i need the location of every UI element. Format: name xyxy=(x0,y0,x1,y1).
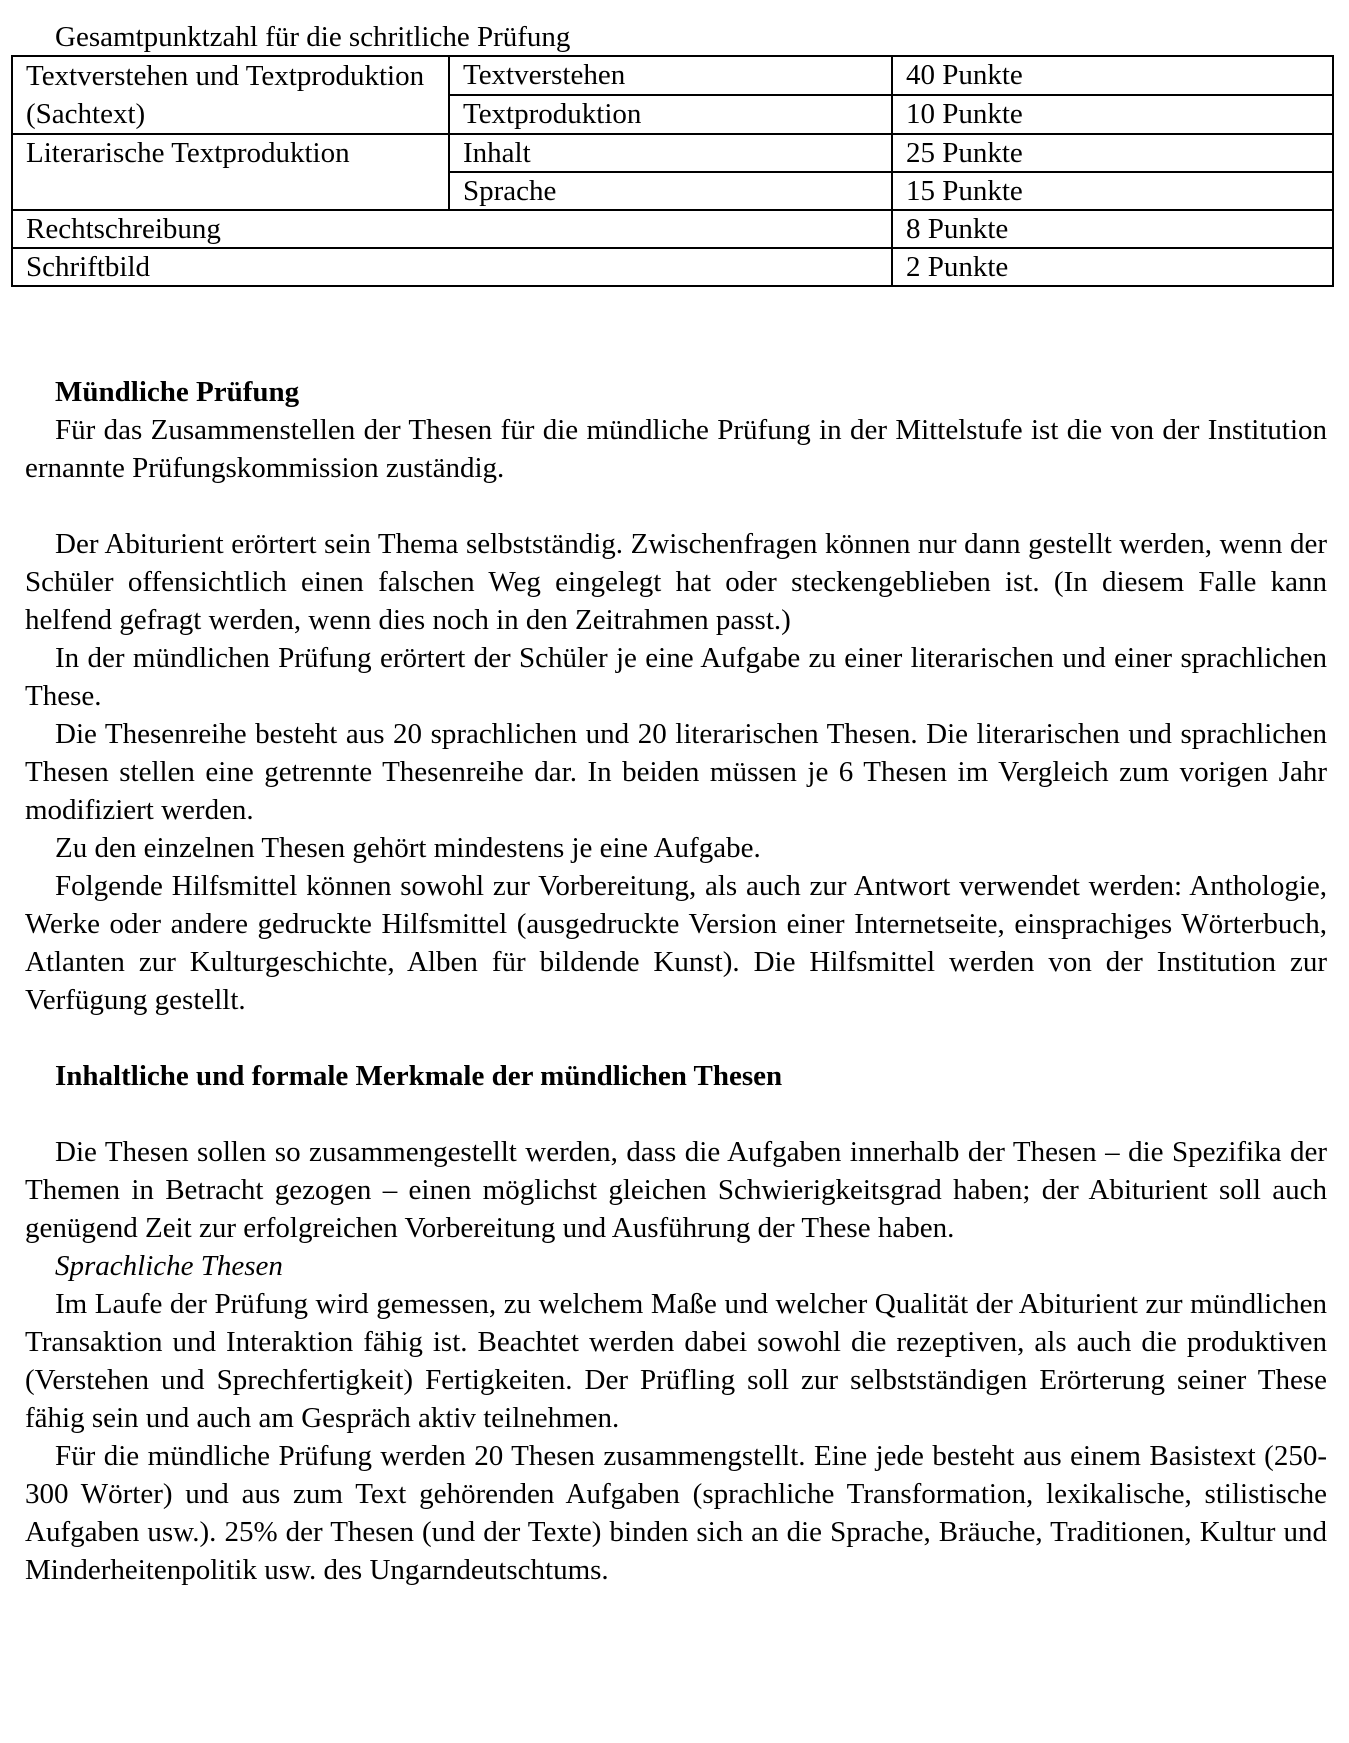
paragraph: In der mündlichen Prüfung erörtert der Schüler je eine Aufgabe zu einer literarischen und einer sprachlichen These. xyxy=(25,642,1327,712)
paragraph: Im Laufe der Prüfung wird gemessen, zu welchem Maße und welcher Qualität der Abiturient zur mündlichen Transaktion und Interaktion fähig ist. Beachtet werden dabei sowohl die rezeptiven, als auch die produktiven (Verstehen und Sprechfertigkeit) Fertigkeiten. Der Prüfling soll zur selbstständigen Erörterung seiner These fähig sein und auch am Gespräch aktiv teilnehmen. xyxy=(25,1288,1327,1434)
table-cell-part: Inhalt xyxy=(449,134,892,172)
table-cell-points: 10 Punkte xyxy=(892,95,1333,134)
table-row xyxy=(12,248,1333,286)
paragraph: Die Thesenreihe besteht aus 20 sprachlichen und 20 literarischen Thesen. Die literarischen und sprachlichen Thesen stellen eine getrennte Thesenreihe dar. In beiden müssen je 6 Thesen im Vergleich zum vorigen Jahr modifiziert werden. xyxy=(25,718,1327,826)
table-cell-group: Schriftbild xyxy=(12,248,892,286)
paragraph: Für die mündliche Prüfung werden 20 Thesen zusammengstellt. Eine jede besteht aus einem Basistext (250-300 Wörter) und aus zum Text gehörenden Aufgaben (sprachliche Transformation, lexikalische, stilistische Aufgaben usw.). 25% der Thesen (und der Texte) binden sich an die Sprache, Bräuche, Traditionen, Kultur und Minderheitenpolitik usw. des Ungarndeutschtums. xyxy=(25,1440,1327,1586)
table-cell-group: Rechtschreibung xyxy=(12,210,892,248)
table-cell-part: Textproduktion xyxy=(449,95,892,134)
table-cell-part: Textverstehen xyxy=(449,56,892,95)
section-heading-features: Inhaltliche und formale Merkmale der mündlichen Thesen xyxy=(55,1060,783,1092)
subheading-language-theses: Sprachliche Thesen xyxy=(55,1250,283,1282)
table-row xyxy=(12,134,1333,172)
table-cell-group: Textverstehen und Textproduktion (Sachtext) xyxy=(12,56,449,134)
paragraph: Folgende Hilfsmittel können sowohl zur Vorbereitung, als auch zur Antwort verwendet werden: Anthologie, Werke oder andere gedruckte Hilfsmittel (ausgedruckte Version einer Internetseite, einsprachiges Wörterbuch, Atlanten zur Kulturgeschichte, Alben für bildende Kunst). Die Hilfsmittel werden von der Institution zur Verfügung gestellt. xyxy=(25,870,1327,1016)
table-cell-part: Sprache xyxy=(449,172,892,210)
table-cell-points: 8 Punkte xyxy=(892,210,1333,248)
body-text xyxy=(25,373,1327,1589)
table-caption: Gesamtpunktzahl für die schritliche Prüfung xyxy=(55,21,571,53)
table-row xyxy=(12,210,1333,248)
score-table xyxy=(11,55,1334,287)
section-heading-oral-exam: Mündliche Prüfung xyxy=(55,376,300,408)
table-cell-group: Literarische Textproduktion xyxy=(12,134,449,210)
table-cell-points: 15 Punkte xyxy=(892,172,1333,210)
table-row xyxy=(12,56,1333,95)
paragraph: Zu den einzelnen Thesen gehört mindestens je eine Aufgabe. xyxy=(55,832,761,864)
paragraph: Für das Zusammenstellen der Thesen für die mündliche Prüfung in der Mittelstufe ist die von der Institution ernannte Prüfungskommission zuständig. xyxy=(25,414,1327,484)
table-cell-points: 25 Punkte xyxy=(892,134,1333,172)
table-cell-points: 40 Punkte xyxy=(892,56,1333,95)
paragraph: Die Thesen sollen so zusammengestellt werden, dass die Aufgaben innerhalb der Thesen – die Spezifika der Themen in Betracht gezogen – einen möglichst gleichen Schwierigkeitsgrad haben; der Abiturient soll auch genügend Zeit zur erfolgreichen Vorbereitung und Ausführung der These haben. xyxy=(25,1136,1327,1244)
table-cell-points: 2 Punkte xyxy=(892,248,1333,286)
paragraph: Der Abiturient erörtert sein Thema selbstständig. Zwischenfragen können nur dann gestellt werden, wenn der Schüler offensichtlich einen falschen Weg eingelegt hat oder steckengeblieben ist. (In diesem Falle kann helfend gefragt werden, wenn dies noch in den Zeitrahmen passt.) xyxy=(25,528,1327,636)
